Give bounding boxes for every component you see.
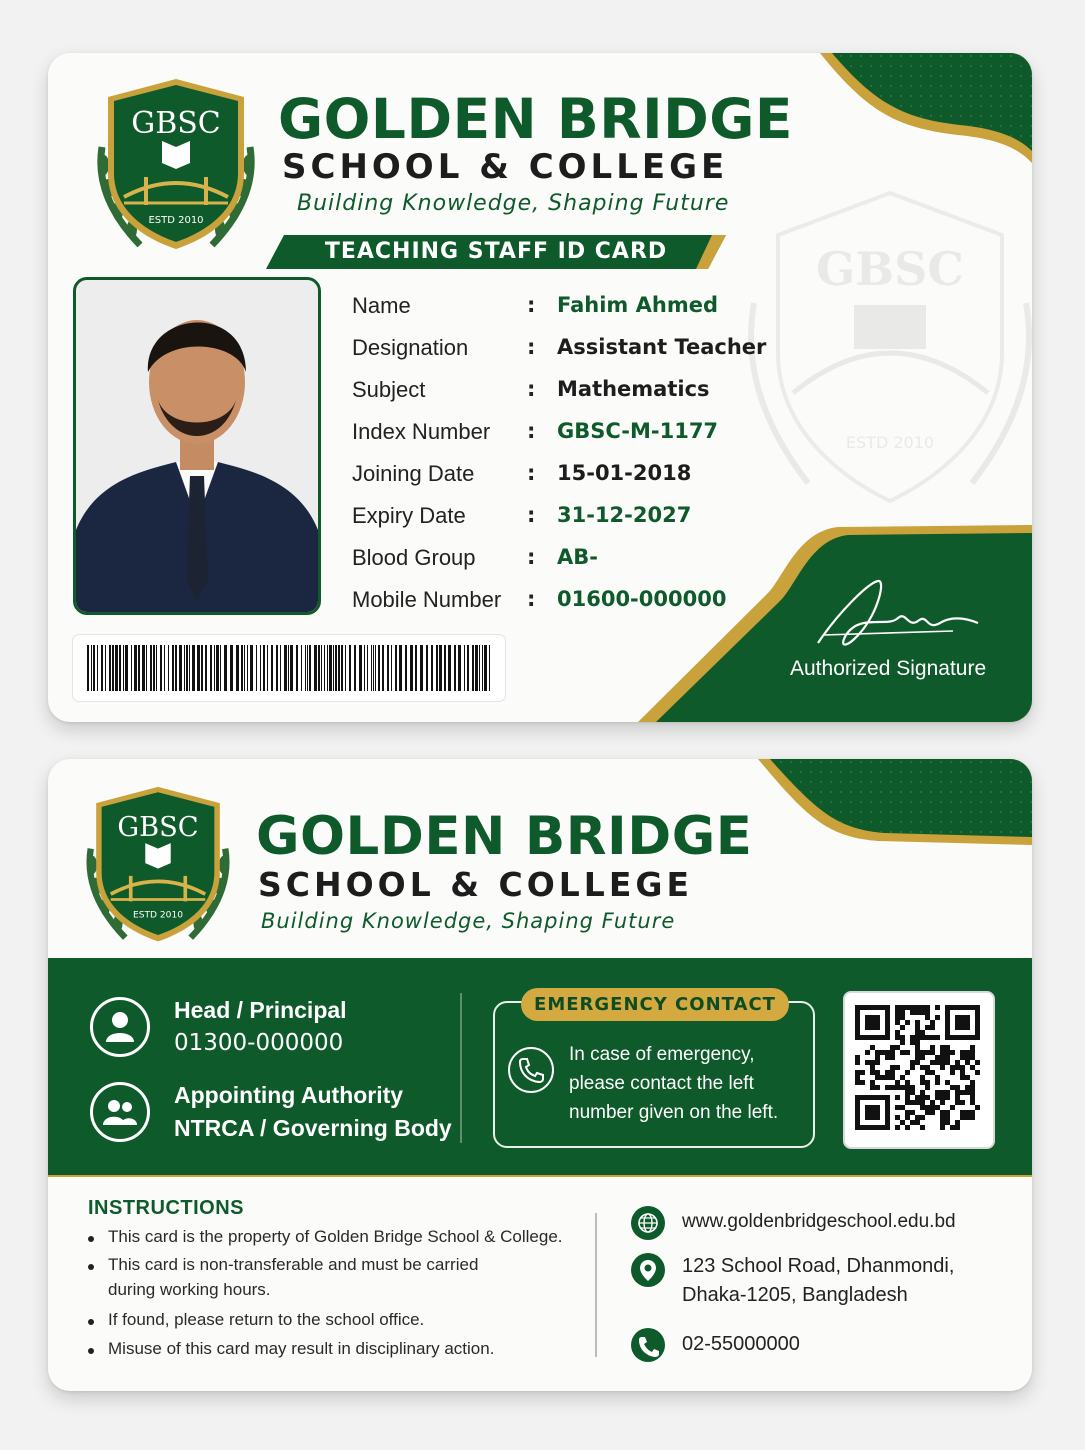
crest-estd: ESTD 2010: [132, 910, 184, 921]
authority-body: NTRCA / Governing Body: [174, 1115, 452, 1141]
field-value: Assistant Teacher: [557, 335, 767, 359]
address-line-1: 123 School Road, Dhanmondi,: [682, 1255, 955, 1277]
instruction-item: This card is the property of Golden Bridge School & College.: [108, 1227, 563, 1246]
signature-label: Authorized Signature: [790, 657, 987, 680]
band-divider: [48, 1175, 1032, 1177]
globe-icon: [631, 1206, 665, 1240]
bullet: [88, 1264, 94, 1270]
id-card-back: [48, 759, 1032, 1391]
field-colon: :: [527, 377, 536, 401]
school-tagline: Building Knowledge, Shaping Future: [261, 909, 676, 933]
field-value: Fahim Ahmed: [557, 293, 718, 317]
instructions-title: INSTRUCTIONS: [88, 1197, 244, 1219]
qr-code-icon: [845, 993, 993, 1147]
school-name: GOLDEN BRIDGE: [278, 87, 793, 151]
field-label: Joining Date: [352, 461, 475, 486]
bullet: [88, 1348, 94, 1354]
principal-phone: 01300-000000: [174, 1030, 344, 1056]
barcode-icon: [73, 635, 505, 701]
school-name-sub: SCHOOL & COLLEGE: [282, 147, 729, 187]
field-value: 01600-000000: [557, 587, 727, 611]
watermark-crest: [751, 193, 1029, 501]
field-colon: :: [527, 461, 536, 485]
group-icon: [90, 1082, 150, 1142]
field-colon: :: [527, 419, 536, 443]
emergency-title: EMERGENCY CONTACT: [521, 988, 789, 1021]
school-name: GOLDEN BRIDGE: [256, 806, 753, 867]
bullet: [88, 1319, 94, 1325]
field-colon: :: [527, 335, 536, 359]
field-label: Index Number: [352, 419, 491, 444]
person-photo-icon: [76, 280, 318, 612]
principal-icon: [90, 997, 150, 1057]
phone-icon: [508, 1047, 554, 1093]
field-colon: :: [527, 587, 536, 611]
location-pin-icon: [631, 1253, 665, 1287]
field-value: Mathematics: [557, 377, 710, 401]
instruction-item: during working hours.: [108, 1280, 271, 1299]
principal-title: Head / Principal: [174, 997, 347, 1023]
field-value: AB-: [557, 545, 598, 569]
field-label: Name: [352, 293, 411, 318]
address-line-2: Dhaka-1205, Bangladesh: [682, 1284, 908, 1306]
card-type-label: TEACHING STAFF ID CARD: [324, 239, 668, 264]
emergency-line-1: In case of emergency,: [569, 1044, 755, 1065]
school-tagline: Building Knowledge, Shaping Future: [297, 191, 730, 216]
svg-text:ESTD 2010: ESTD 2010: [845, 433, 935, 452]
field-label: Blood Group: [352, 545, 476, 570]
authority-title: Appointing Authority: [174, 1082, 404, 1108]
field-label: Expiry Date: [352, 503, 466, 528]
field-label: Designation: [352, 335, 469, 360]
field-colon: :: [527, 293, 536, 317]
emergency-line-2: please contact the left: [569, 1073, 754, 1094]
school-crest-logo: [88, 77, 264, 253]
field-colon: :: [527, 503, 536, 527]
staff-photo: [73, 277, 321, 615]
field-value: 31-12-2027: [557, 503, 692, 527]
field-label: Mobile Number: [352, 587, 502, 612]
phone-icon: [631, 1328, 665, 1362]
qr-code: [843, 991, 995, 1149]
bullet: [88, 1236, 94, 1242]
school-crest-logo: [78, 785, 238, 945]
crest-text: GBSC: [117, 811, 199, 843]
emergency-line-3: number given on the left.: [569, 1102, 779, 1123]
field-value: 15-01-2018: [557, 461, 692, 485]
barcode: [73, 635, 505, 701]
instruction-item: Misuse of this card may result in disciplinary action.: [108, 1339, 495, 1358]
instruction-item: If found, please return to the school office.: [108, 1310, 425, 1329]
field-label: Subject: [352, 377, 426, 402]
instruction-item: This card is non-transferable and must be carried: [108, 1255, 479, 1274]
website-link[interactable]: www.goldenbridgeschool.edu.bd: [682, 1211, 956, 1232]
field-value: GBSC-M-1177: [557, 419, 719, 443]
id-card-front: [48, 53, 1032, 722]
footer-separator: [595, 1213, 597, 1357]
band-separator: [460, 993, 462, 1143]
crest-estd: ESTD 2010: [148, 215, 204, 226]
crest-text: GBSC: [131, 106, 221, 141]
field-colon: :: [527, 545, 536, 569]
svg-text:GBSC: GBSC: [816, 242, 964, 296]
phone-number: 02-55000000: [682, 1333, 800, 1355]
school-name-sub: SCHOOL & COLLEGE: [258, 865, 693, 904]
